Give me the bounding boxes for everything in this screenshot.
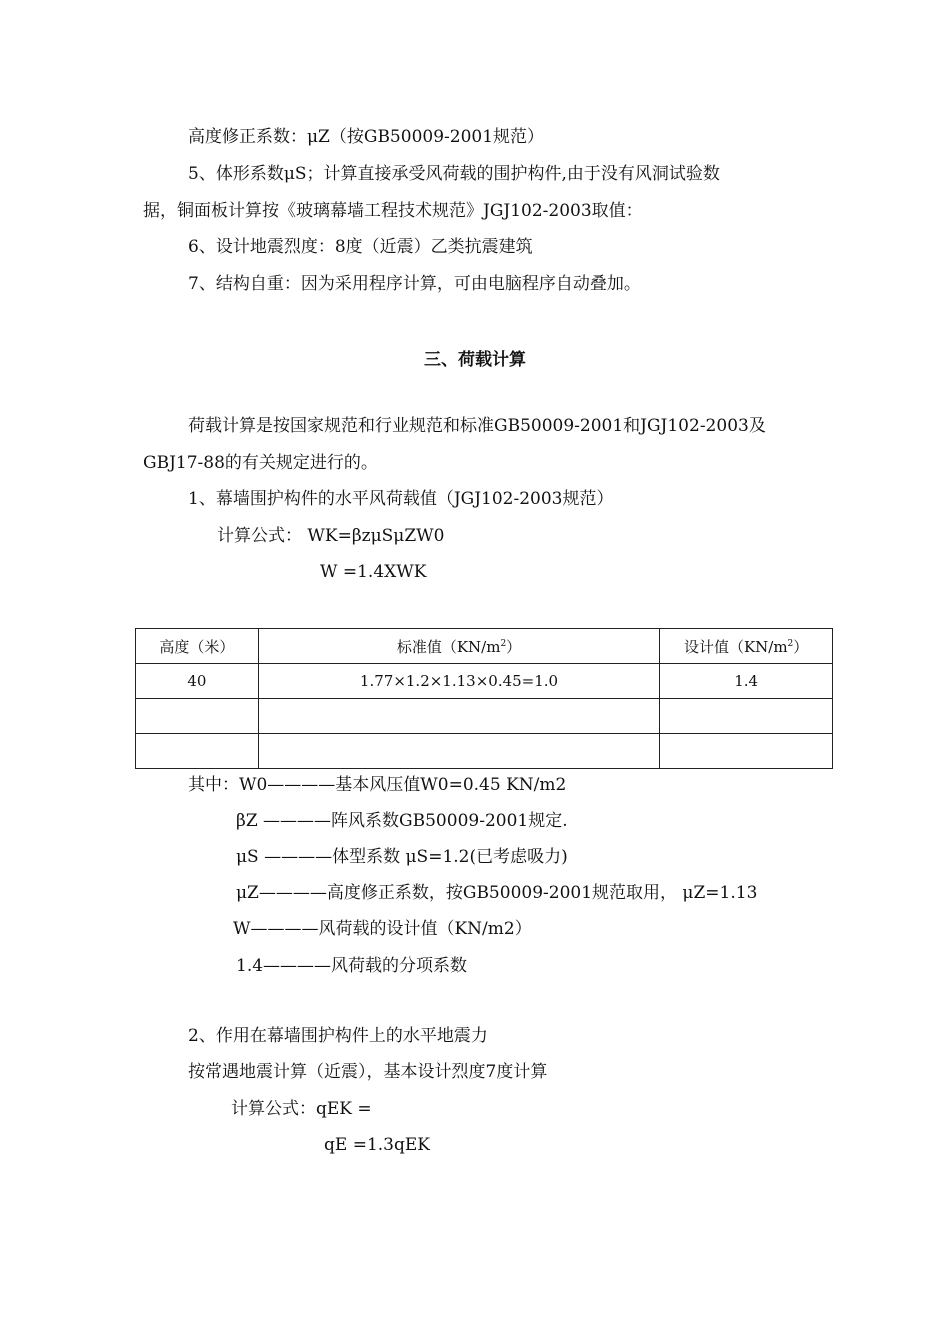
- header-cell: 设计值$(KN/m^2)$: [660, 629, 833, 664]
- intro-paragraph-cont: GBJ17-88的有关规定进行的。: [143, 453, 378, 473]
- intro-paragraph: 荷载计算是按国家规范和行业规范和标准GB50009-2001和JGJ102-2003及: [188, 416, 766, 436]
- item2-title: 2、作用在幕墙围护构件上的水平地震力: [188, 1026, 488, 1046]
- note-line: βZ ————阵风系数GB50009-2001规定.: [236, 811, 568, 831]
- item2-desc: 按常遇地震计算（近震），基本设计烈度7度计算: [188, 1062, 548, 1082]
- table-cell: 1.77×1.2×1.13×0.45=1.0: [258, 664, 659, 699]
- table-header-row: [136, 629, 833, 664]
- header-cell: 高度（米）: [136, 629, 259, 664]
- formula-line: 计算公式： WK=βzμSμZW0: [217, 526, 445, 546]
- table-row: [136, 734, 833, 769]
- header-cell: 标准值$(KN/m^2)$: [258, 629, 659, 664]
- table-row: [136, 664, 833, 699]
- item1-title: 1、幕墙围护构件的水平风荷载值（JGJ102-2003规范）: [188, 489, 614, 509]
- section-title: 三、荷载计算: [424, 350, 526, 370]
- table-cell: [136, 699, 259, 734]
- note-line: μZ————高度修正系数，按GB50009-2001规范取用， μZ=1.13: [236, 883, 758, 903]
- table-cell: [660, 699, 833, 734]
- note-line: 1.4————风荷载的分项系数: [236, 956, 468, 976]
- table-cell: 40: [136, 664, 259, 699]
- note-line: 其中：W0————基本风压值W0=0.45 KN/m2: [188, 775, 567, 795]
- table-cell: [660, 734, 833, 769]
- text-line: 据，铜面板计算按《玻璃幕墙工程技术规范》JGJ102-2003取值：: [143, 201, 643, 221]
- note-line: μS ————体型系数 μS=1.2(已考虑吸力): [236, 847, 568, 867]
- text-line: 6、设计地震烈度：8度（近震）乙类抗震建筑: [188, 237, 533, 257]
- formula-line: W =1.4XWK: [320, 562, 427, 582]
- table-cell: [258, 734, 659, 769]
- table-cell: [258, 699, 659, 734]
- text-line: 5、体形系数μS；计算直接承受风荷载的围护构件,由于没有风洞试验数: [188, 164, 720, 184]
- table-cell: 1.4: [660, 664, 833, 699]
- formula-line: 计算公式：qEK =: [231, 1099, 372, 1119]
- note-line: W————风荷载的设计值（KN/m2）: [233, 919, 532, 939]
- table-cell: [136, 734, 259, 769]
- load-table: [135, 628, 833, 769]
- table-row: [136, 699, 833, 734]
- text-line: 高度修正系数：μZ（按GB50009-2001规范）: [188, 127, 545, 147]
- text-line: 7、结构自重：因为采用程序计算，可由电脑程序自动叠加。: [188, 274, 641, 294]
- formula-line: qE =1.3qEK: [324, 1135, 430, 1155]
